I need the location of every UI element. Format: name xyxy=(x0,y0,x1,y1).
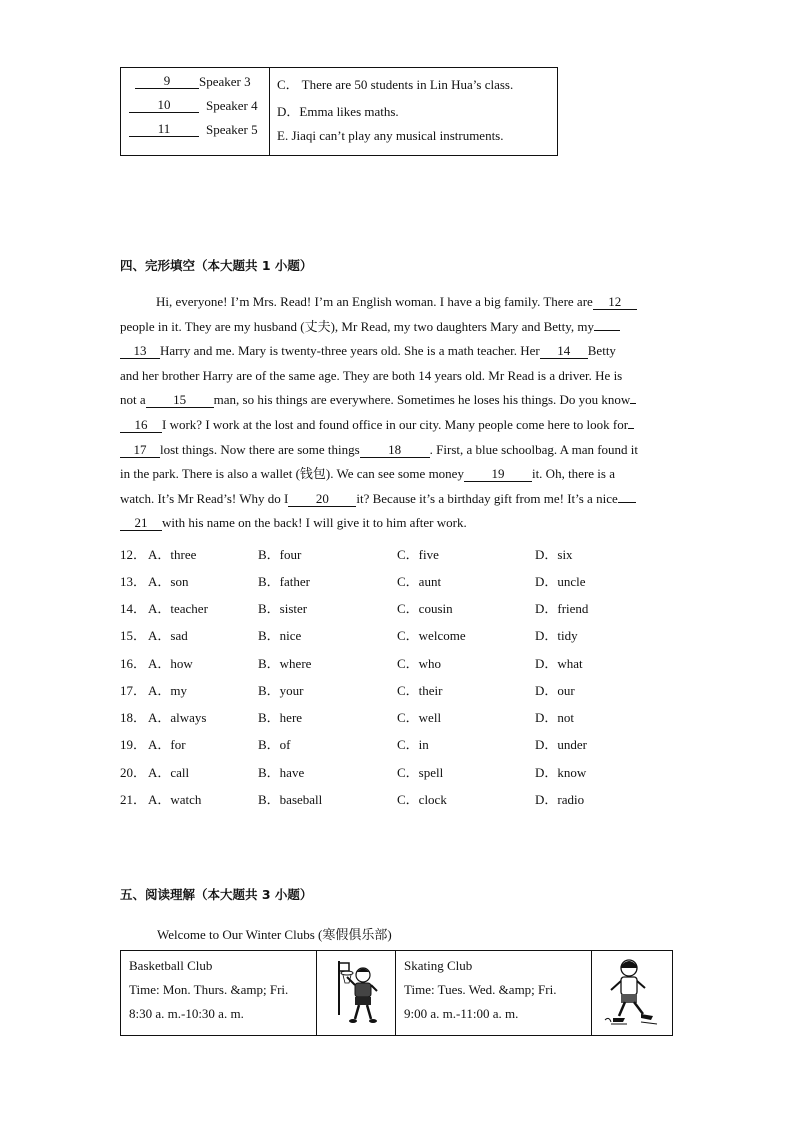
passage-text: Hi, everyone! I’m Mrs. Read! I’m an English woman. I have a big family. There are xyxy=(156,294,593,309)
basketball-player-icon xyxy=(333,957,383,1029)
option-a[interactable]: A．call xyxy=(148,765,190,780)
blank-16-start[interactable] xyxy=(630,403,636,404)
speaker-label: Speaker 5 xyxy=(206,122,258,137)
passage-text: Harry and me. Mary is twenty-three years old. She is a math teacher. Her xyxy=(160,343,540,359)
passage-text: it? Because it’s a birthday gift from me! It’s a nice xyxy=(356,490,618,506)
option-b[interactable]: B．four xyxy=(258,547,302,562)
club-days: Time: Mon. Thurs. &amp; Fri. xyxy=(129,982,289,997)
option-b[interactable]: B．baseball xyxy=(258,792,323,807)
option-b[interactable]: B．your xyxy=(258,683,304,698)
blank-21-start[interactable] xyxy=(618,502,636,503)
club-hours: 9:00 a. m.-11:00 a. m. xyxy=(404,1006,519,1021)
club-name: Skating Club xyxy=(404,958,473,973)
option-c[interactable]: C．clock xyxy=(397,792,447,807)
passage-text: Betty xyxy=(587,343,616,359)
passage-text: man, so his things are everywhere. Sometimes he loses his things. Do you know xyxy=(213,392,631,408)
blank-21[interactable]: 21 xyxy=(120,516,162,531)
club-name: Basketball Club xyxy=(129,958,213,973)
passage-text: lost things. Now there are some things xyxy=(160,441,360,457)
option-row xyxy=(120,653,680,673)
question-number: 17． xyxy=(120,683,147,698)
club-hours: 8:30 a. m.-10:30 a. m. xyxy=(129,1006,244,1021)
matching-row xyxy=(121,74,269,92)
option-a[interactable]: A．how xyxy=(148,656,193,671)
question-number: 16． xyxy=(120,656,147,671)
blank-16[interactable]: 16 xyxy=(120,418,162,433)
table-divider xyxy=(395,951,396,1035)
option-b[interactable]: B．father xyxy=(258,574,310,589)
option-d[interactable]: D．know xyxy=(535,765,587,780)
option-a[interactable]: A．for xyxy=(148,737,186,752)
answer-blank[interactable]: 10 xyxy=(129,98,199,113)
passage-line xyxy=(120,511,467,536)
matching-row xyxy=(121,122,269,140)
option-d[interactable]: D．radio xyxy=(535,792,585,807)
question-number: 18． xyxy=(120,710,147,725)
basketball-club-cell xyxy=(129,954,288,1026)
option-row xyxy=(120,598,680,618)
option-b[interactable]: B．have xyxy=(258,765,305,780)
option-a[interactable]: A．sad xyxy=(148,628,188,643)
table-divider xyxy=(591,951,592,1035)
option-a[interactable]: A．always xyxy=(148,710,207,725)
cloze-passage xyxy=(120,290,676,540)
option-b[interactable]: B．nice xyxy=(258,628,302,643)
passage-line xyxy=(120,315,620,340)
option-row xyxy=(120,680,680,700)
option-d[interactable]: D．uncle xyxy=(535,574,586,589)
option-d[interactable]: D．under xyxy=(535,737,587,752)
option-d[interactable]: D．tidy xyxy=(535,628,578,643)
option-row xyxy=(120,571,680,591)
question-number: 14． xyxy=(120,601,147,616)
answer-blank[interactable]: 9 xyxy=(135,74,199,89)
answer-blank[interactable]: 11 xyxy=(129,122,199,137)
speaker-label: Speaker 3 xyxy=(199,74,251,89)
option-d[interactable]: D．our xyxy=(535,683,575,698)
option-c[interactable]: C．well xyxy=(397,710,442,725)
matching-row xyxy=(121,98,269,116)
blank-13[interactable]: 13 xyxy=(120,344,160,359)
option-c[interactable]: C．their xyxy=(397,683,443,698)
option-c[interactable]: C．aunt xyxy=(397,574,442,589)
option-row xyxy=(120,734,680,754)
option-b[interactable]: B．of xyxy=(258,737,291,752)
option-a[interactable]: A．my xyxy=(148,683,188,698)
option-c[interactable]: C．spell xyxy=(397,765,444,780)
blank-20[interactable]: 20 xyxy=(288,492,356,507)
blank-18[interactable]: 18 xyxy=(360,443,430,458)
option-d[interactable]: D．friend xyxy=(535,601,589,616)
passage-line xyxy=(120,438,638,463)
statement: E. Jiaqi can’t play any musical instruments. xyxy=(277,128,504,143)
option-c[interactable]: C．who xyxy=(397,656,442,671)
option-a[interactable]: A．teacher xyxy=(148,601,208,616)
statement: C． There are 50 students in Lin Hua’s class. xyxy=(277,77,514,92)
club-table xyxy=(120,950,673,1036)
blank-12[interactable]: 12 xyxy=(593,295,637,310)
option-d[interactable]: D．what xyxy=(535,656,583,671)
question-number: 19． xyxy=(120,737,147,752)
passage-text: not a xyxy=(120,392,146,408)
section-heading: 五、阅读理解（本大题共 3 小题） xyxy=(120,887,313,902)
option-row xyxy=(120,762,680,782)
passage-line xyxy=(120,388,636,413)
option-c[interactable]: C．welcome xyxy=(397,628,466,643)
blank-13-start[interactable] xyxy=(594,330,620,331)
option-a[interactable]: A．watch xyxy=(148,792,202,807)
blank-17-start[interactable] xyxy=(628,428,634,429)
passage-text: and her brother Harry are of the same age. They are both 14 years old. Mr Read is a driver. He is xyxy=(120,367,623,383)
question-number: 15． xyxy=(120,628,147,643)
passage-line xyxy=(120,339,616,364)
passage-line xyxy=(120,364,622,389)
section-heading: 四、完形填空（本大题共 1 小题） xyxy=(120,258,313,273)
skating-club-cell xyxy=(404,954,556,1026)
option-c[interactable]: C．in xyxy=(397,737,429,752)
passage-text: it. Oh, there is a xyxy=(531,466,615,482)
passage-text: . First, a blue schoolbag. A man found it xyxy=(429,441,639,457)
option-a[interactable]: A．son xyxy=(148,574,189,589)
option-c[interactable]: C．five xyxy=(397,547,439,562)
speaker-label: Speaker 4 xyxy=(206,98,258,113)
statement: D．Emma likes maths. xyxy=(277,104,399,119)
option-d[interactable]: D．six xyxy=(535,547,573,562)
option-row xyxy=(120,707,680,727)
club-days: Time: Tues. Wed. &amp; Fri. xyxy=(404,982,557,997)
option-b[interactable]: B．where xyxy=(258,656,312,671)
option-c[interactable]: C．cousin xyxy=(397,601,453,616)
question-number: 13． xyxy=(120,574,147,589)
blank-19[interactable]: 19 xyxy=(464,467,532,482)
skater-icon xyxy=(601,956,663,1031)
option-row xyxy=(120,625,680,645)
passage-text: in the park. There is also a wallet (钱包). We can see some money xyxy=(120,466,464,482)
passage-line xyxy=(120,462,615,487)
passage-line xyxy=(156,290,637,315)
option-row xyxy=(120,789,680,809)
blank-15[interactable]: 15 xyxy=(146,393,214,408)
reading-title: Welcome to Our Winter Clubs (寒假俱乐部) xyxy=(157,927,392,942)
table-divider xyxy=(316,951,317,1035)
option-b[interactable]: B．here xyxy=(258,710,303,725)
passage-text: people in it. They are my husband (丈夫), Mr Read, my two daughters Mary and Betty, my xyxy=(120,318,595,334)
passage-text: watch. It’s Mr Read’s! Why do I xyxy=(120,490,289,506)
option-row xyxy=(120,544,680,564)
option-d[interactable]: D．not xyxy=(535,710,575,725)
matching-table xyxy=(120,67,558,156)
passage-text: I work? I work at the lost and found office in our city. Many people come here to look for xyxy=(162,417,629,432)
passage-line xyxy=(120,487,636,512)
option-a[interactable]: A．three xyxy=(148,547,197,562)
table-divider xyxy=(269,68,270,155)
question-number: 20． xyxy=(120,765,147,780)
blank-17[interactable]: 17 xyxy=(120,443,160,458)
passage-text: with his name on the back! I will give it to him after work. xyxy=(162,515,467,531)
passage-line xyxy=(120,413,634,438)
blank-14[interactable]: 14 xyxy=(540,344,588,359)
option-b[interactable]: B．sister xyxy=(258,601,308,616)
question-number: 12． xyxy=(120,547,147,562)
question-number: 21． xyxy=(120,792,147,807)
